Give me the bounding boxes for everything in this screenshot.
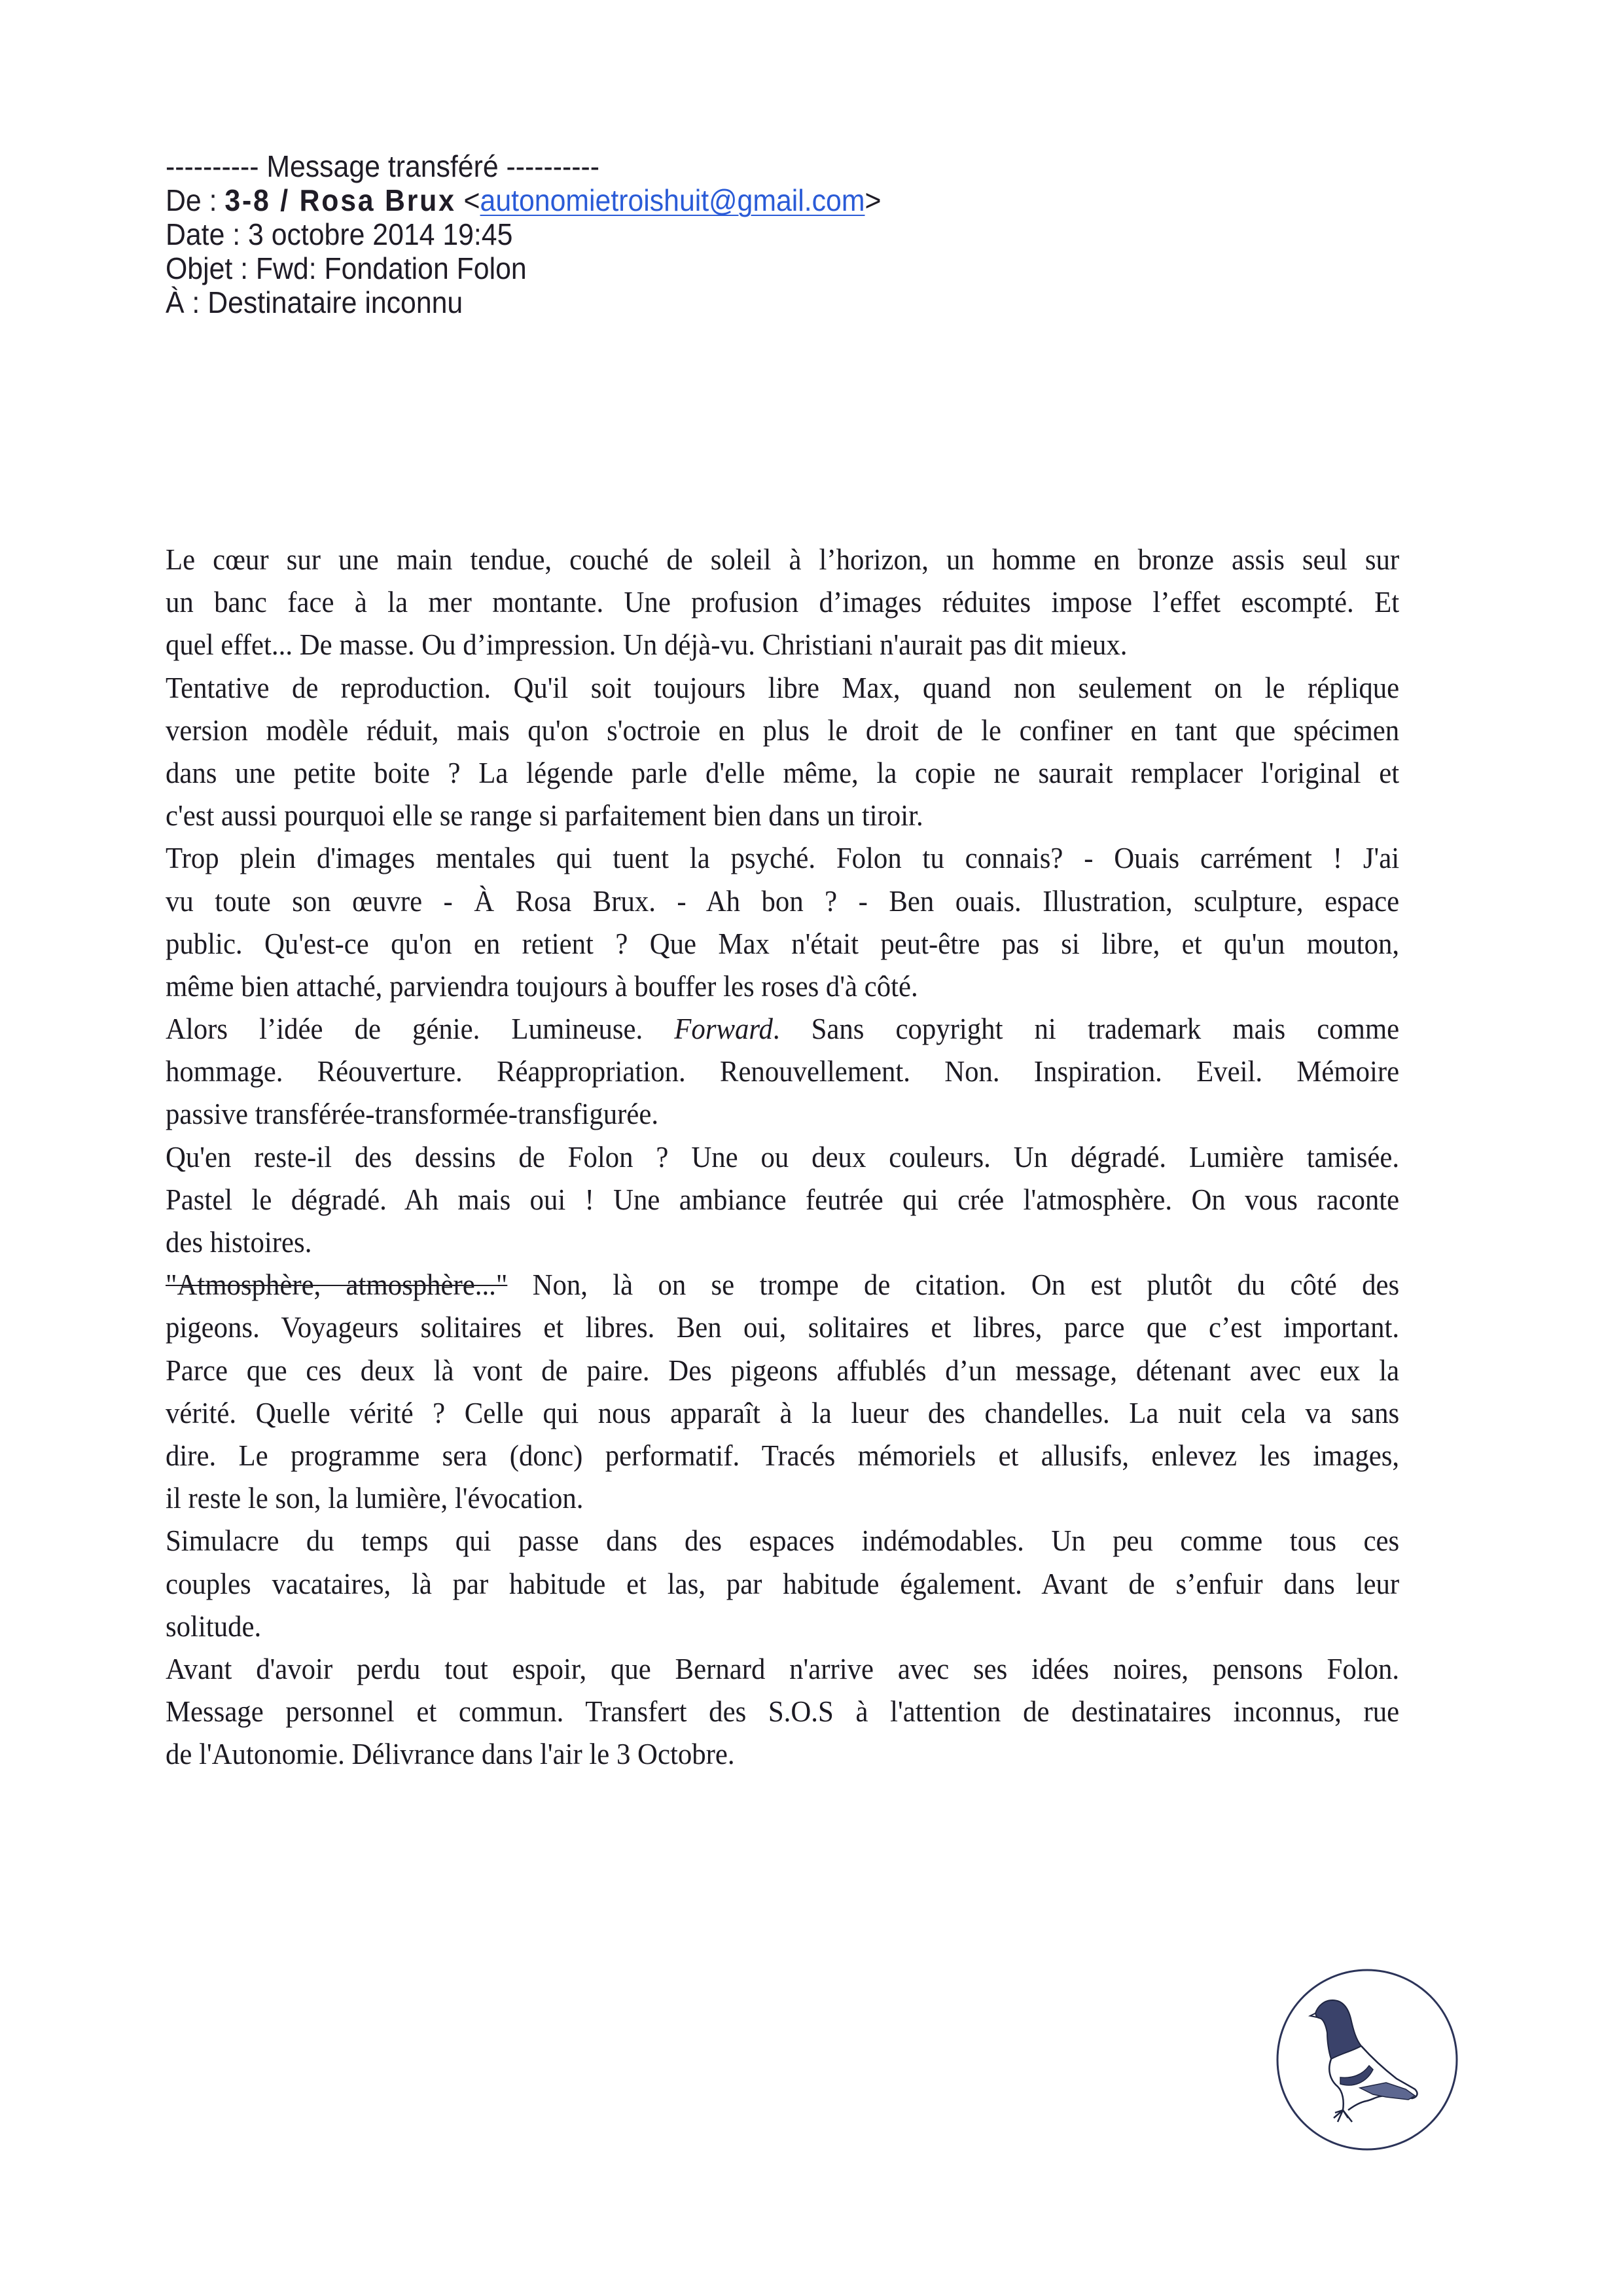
body-line: il reste le son, la lumière, l'évocation. bbox=[166, 1481, 584, 1515]
body-line: Message personnel et commun. Transfert des S.O.S à l'attention de destinataires inconnus, rue bbox=[166, 1695, 1400, 1729]
body-line-segment: Alors l’idée de génie. Lumineuse. bbox=[166, 1012, 675, 1046]
body-line-segment: Non, là on se trompe de citation. On est plutôt du côté des bbox=[507, 1268, 1400, 1302]
body-line: dans une petite boite ? La légende parle d'elle même, la copie ne saurait remplacer l'original et bbox=[166, 755, 1400, 789]
body-line: Simulacre du temps qui passe dans des espaces indémodables. Un peu comme tous ces bbox=[166, 1524, 1400, 1558]
body-line: dire. Le programme sera (donc) performatif. Tracés mémoriels et allusifs, enlevez les images, bbox=[166, 1438, 1400, 1472]
body-line: Avant d'avoir perdu tout espoir, que Bernard n'arrive avec ses idées noires, pensons Folon. bbox=[166, 1651, 1400, 1685]
body-line: même bien attaché, parviendra toujours à bouffer les roses d'à côté. bbox=[166, 969, 918, 1003]
body-line: Parce que ces deux là vont de paire. Des pigeons affublés d’un message, détenant avec eux la bbox=[166, 1353, 1400, 1387]
from-line bbox=[166, 183, 881, 217]
body-line: Tentative de reproduction. Qu'il soit toujours libre Max, quand non seulement on le réplique bbox=[166, 670, 1400, 704]
italic-word: Forward bbox=[674, 1012, 773, 1046]
struck-quote: "Atmosphère, atmosphère..." bbox=[166, 1268, 508, 1302]
date-line: Date : 3 octobre 2014 19:45 bbox=[166, 217, 513, 251]
body-line: des histoires. bbox=[166, 1225, 312, 1259]
body-line: un banc face à la mer montante. Une profusion d’images réduites impose l’effet escompté. Et bbox=[166, 585, 1400, 619]
sender-name: 3-8 / Rosa Brux bbox=[224, 183, 456, 217]
body-line: vu toute son œuvre - À Rosa Brux. - Ah bon ? - Ben ouais. Illustration, sculpture, espace bbox=[166, 884, 1400, 918]
body-line bbox=[166, 1263, 1399, 1306]
body-line: de l'Autonomie. Délivrance dans l'air le 3 Octobre. bbox=[166, 1737, 735, 1771]
body-line: passive transférée-transformée-transfigurée. bbox=[166, 1097, 659, 1131]
email-close-bracket: > bbox=[865, 183, 882, 217]
forward-separator: ---------- Message transféré ---------- bbox=[166, 149, 599, 183]
pigeon-feet bbox=[1334, 2110, 1352, 2122]
pigeon-head bbox=[1315, 2000, 1361, 2059]
body-line: c'est aussi pourquoi elle se range si parfaitement bien dans un tiroir. bbox=[166, 798, 923, 833]
body-line: Le cœur sur une main tendue, couché de soleil à l’horizon, un homme en bronze assis seul sur bbox=[166, 543, 1400, 576]
body-line: Pastel le dégradé. Ah mais oui ! Une ambiance feutrée qui crée l'atmosphère. On vous raconte bbox=[166, 1182, 1400, 1216]
body-line: couples vacataires, là par habitude et las, par habitude également. Avant de s’enfuir dans leur bbox=[166, 1566, 1400, 1600]
from-label: De : bbox=[166, 183, 225, 217]
body-line: solitude. bbox=[166, 1609, 262, 1643]
body-line: vérité. Quelle vérité ? Celle qui nous apparaît à la lueur des chandelles. La nuit cela va sans bbox=[166, 1395, 1400, 1429]
body-line: Qu'en reste-il des dessins de Folon ? Une ou deux couleurs. Un dégradé. Lumière tamisée. bbox=[166, 1139, 1400, 1174]
sender-email-link[interactable]: autonomietroishuit@gmail.com bbox=[480, 183, 865, 217]
body-line: version modèle réduit, mais qu'on s'octroie en plus le droit de le confiner en tant que spécimen bbox=[166, 713, 1400, 747]
pigeon-beak bbox=[1310, 2013, 1317, 2017]
body-line: pigeons. Voyageurs solitaires et libres. Ben oui, solitaires et libres, parce que c’est important. bbox=[166, 1310, 1400, 1344]
body-line: hommage. Réouverture. Réappropriation. Renouvellement. Non. Inspiration. Eveil. Mémoire bbox=[166, 1054, 1400, 1088]
body-line: public. Qu'est-ce qu'on en retient ? Que Max n'était peut-être pas si libre, et qu'un mouton, bbox=[166, 926, 1400, 960]
stamp-circle bbox=[1277, 1970, 1457, 2149]
email-open-bracket: < bbox=[455, 183, 480, 217]
forwarded-message-header bbox=[166, 149, 881, 319]
subject-line: Objet : Fwd: Fondation Folon bbox=[166, 251, 527, 285]
pigeon-stamp-icon bbox=[1275, 1967, 1459, 2152]
message-body bbox=[166, 538, 1399, 1775]
body-line bbox=[166, 1007, 1399, 1050]
recipient-line: À : Destinataire inconnu bbox=[166, 285, 463, 319]
pigeon-wing-bar bbox=[1340, 2066, 1373, 2085]
body-line: Trop plein d'images mentales qui tuent la psyché. Folon tu connais? - Ouais carrément ! J'ai bbox=[166, 841, 1400, 875]
body-line-segment: . Sans copyright ni trademark mais comme bbox=[772, 1012, 1400, 1046]
body-line: quel effet... De masse. Ou d’impression. Un déjà-vu. Christiani n'aurait pas dit mieux. bbox=[166, 628, 1128, 662]
